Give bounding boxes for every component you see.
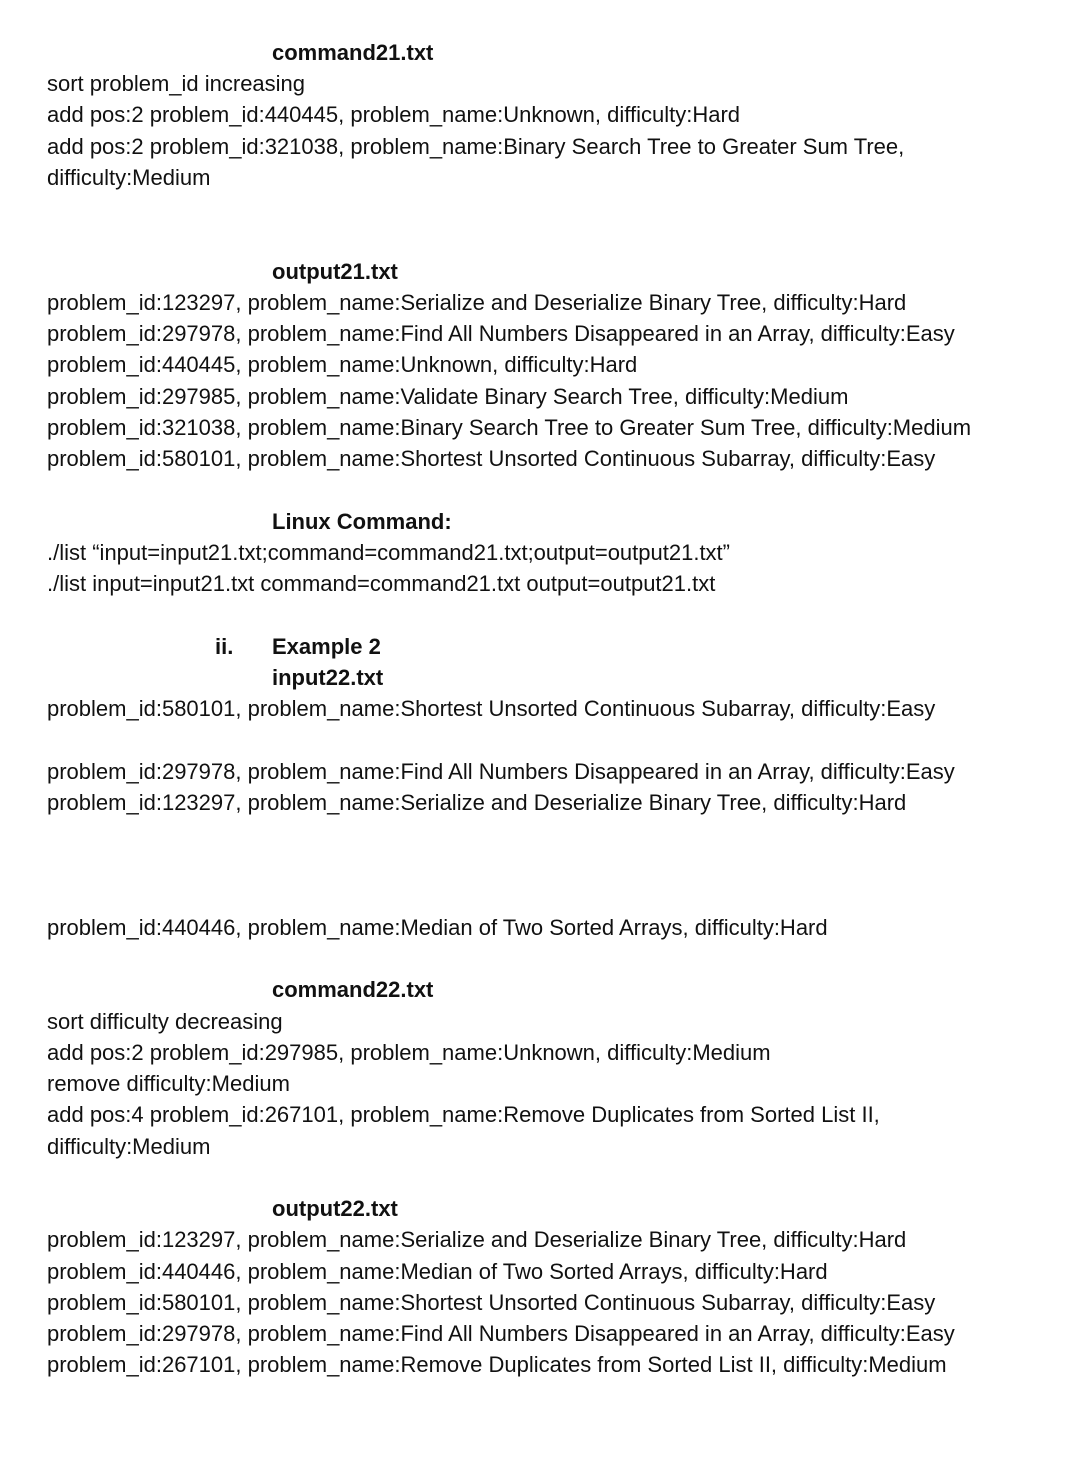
input22-heading: input22.txt (272, 665, 384, 690)
output21-line: problem_id:123297, problem_name:Serialize and Deserialize Binary Tree, difficulty:Hard (47, 290, 907, 315)
output22-line: problem_id:123297, problem_name:Serialize and Deserialize Binary Tree, difficulty:Hard (47, 1227, 907, 1252)
output22-line: problem_id:267101, problem_name:Remove Duplicates from Sorted List II, difficulty:Medium (47, 1352, 947, 1377)
linux-command-line: ./list input=input21.txt command=command21.txt output=output21.txt (47, 571, 716, 596)
output22-heading: output22.txt (272, 1196, 398, 1221)
output21-line: problem_id:297978, problem_name:Find All Numbers Disappeared in an Array, difficulty:Easy (47, 321, 955, 346)
output21-line: problem_id:321038, problem_name:Binary Search Tree to Greater Sum Tree, difficulty:Medium (47, 415, 972, 440)
linux-command-heading: Linux Command: (272, 509, 452, 534)
command21-heading: command21.txt (272, 40, 434, 65)
command22-line: add pos:2 problem_id:297985, problem_name:Unknown, difficulty:Medium (47, 1040, 771, 1065)
command22-line: difficulty:Medium (47, 1134, 211, 1159)
output22-line: problem_id:580101, problem_name:Shortest Unsorted Continuous Subarray, difficulty:Easy (47, 1290, 936, 1315)
output21-line: problem_id:580101, problem_name:Shortest Unsorted Continuous Subarray, difficulty:Easy (47, 446, 936, 471)
command21-line: add pos:2 problem_id:440445, problem_name:Unknown, difficulty:Hard (47, 102, 741, 127)
command22-line: sort difficulty decreasing (47, 1009, 283, 1034)
output22-line: problem_id:297978, problem_name:Find All Numbers Disappeared in an Array, difficulty:Easy (47, 1321, 955, 1346)
input22-line: problem_id:580101, problem_name:Shortest Unsorted Continuous Subarray, difficulty:Easy (47, 696, 936, 721)
example2-heading: Example 2 (272, 634, 381, 659)
command22-heading: command22.txt (272, 977, 434, 1002)
list-marker: ii. (215, 634, 234, 659)
output21-heading: output21.txt (272, 259, 398, 284)
command22-line: add pos:4 problem_id:267101, problem_name:Remove Duplicates from Sorted List II, (47, 1102, 880, 1127)
output21-line: problem_id:297985, problem_name:Validate Binary Search Tree, difficulty:Medium (47, 384, 849, 409)
linux-command-line: ./list “input=input21.txt;command=command21.txt;output=output21.txt” (47, 540, 730, 565)
input22-line: problem_id:297978, problem_name:Find All Numbers Disappeared in an Array, difficulty:Easy (47, 759, 955, 784)
output22-line: problem_id:440446, problem_name:Median of Two Sorted Arrays, difficulty:Hard (47, 1259, 828, 1284)
command22-line: remove difficulty:Medium (47, 1071, 290, 1096)
output21-line: problem_id:440445, problem_name:Unknown, difficulty:Hard (47, 352, 638, 377)
command21-line: sort problem_id increasing (47, 71, 306, 96)
input22-line: problem_id:123297, problem_name:Serialize and Deserialize Binary Tree, difficulty:Hard (47, 790, 907, 815)
input22-line: problem_id:440446, problem_name:Median of Two Sorted Arrays, difficulty:Hard (47, 915, 828, 940)
command21-line: add pos:2 problem_id:321038, problem_name:Binary Search Tree to Greater Sum Tree, (47, 134, 905, 159)
command21-line: difficulty:Medium (47, 165, 211, 190)
